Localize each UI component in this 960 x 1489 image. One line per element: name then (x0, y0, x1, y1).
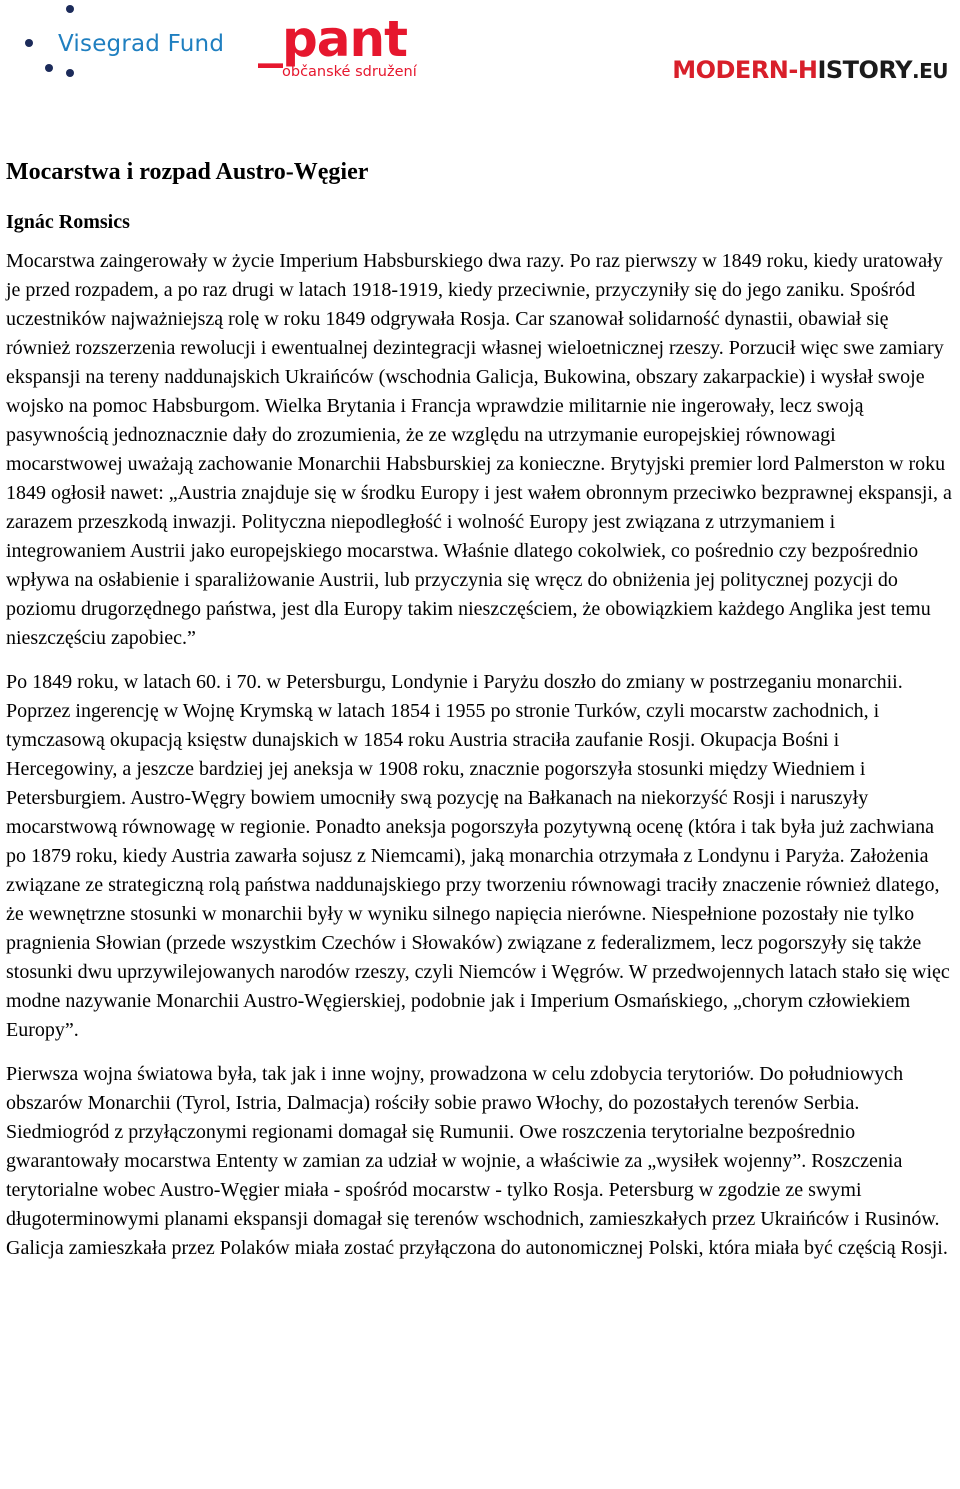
article (6, 150, 954, 1263)
modern-history-logo[interactable] (672, 56, 948, 84)
visegrad-fund-logo-text: Visegrad Fund (58, 31, 225, 57)
article-title: Mocarstwa i rozpad Austro-Węgier (6, 159, 369, 185)
article-paragraph: Po 1849 roku, w latach 60. i 70. w Petersburgu, Londynie i Paryżu doszło do zmiany w postrzeganiu monarchii. Poprzez ingerencję w Wojnę Krymską w latach 1854 i 1955 po stronie Turków, czyli mocarstw zachodnich, i tymczasową okupacją księstw dunajskich w 1854 roku Austria straciła zaufanie Rosji. Okupacja Bośni i Hercegowiny, a jeszcze bardziej jej aneksja w 1908 roku, znacznie pogorszyła stosunki między Wiedniem i Petersburgiem. Austro-Węgry bowiem umocniły swą pozycję na Bałkanach na niekorzyść Rosji i naruszyły mocarstwową równowagę w regionie. Ponadto aneksja pogorszyła pozytywną ocenę (która i tak była już zachwiana po 1879 roku, kiedy Austria zawarła sojusz z Niemcami), jaką monarchia otrzymała z Londynu i Paryża. Założenia związane ze strategiczną rolą państwa naddunajskiego przy tworzeniu równowagi traciły znaczenie również dlatego, że wewnętrzne stosunki w monarchii były w wyniku silnego napięcia nierówne. Niespełnione pozostały nie tylko pragnienia Słowian (przede wszystkim Czechów i Słowaków) związane z federalizmem, lecz pogorszyły się także stosunki dwu uprzywilejowanych narodów rzeszy, czyli Niemców i Węgrów. W przedwojennych latach stało się więc modne nazywanie Monarchii Austro-Węgierskiej, podobnie jak i Imperium Osmańskiego, „chorym człowiekiem Europy”. (6, 671, 950, 1041)
logo-dot-icon (45, 64, 53, 72)
logo-dot-icon (66, 5, 74, 13)
modern-history-logo-text: MODERN-HISTORY.EU (672, 56, 948, 84)
article-paragraph: Mocarstwa zaingerowały w życie Imperium Habsburskiego dwa razy. Po raz pierwszy w 1849 roku, kiedy uratowały je przed rozpadem, a po raz drugi w latach 1918-1919, kiedy przeciwnie, przyczyniły się do jego zaniku. Spośród uczestników najważniejszą rolę w roku 1849 odgrywała Rosja. Car szanował solidarność dynastii, obawiał się również rozszerzenia rewolucji i ewentualnej dezintegracji własnej wieloetnicznej rzeszy. Porzucił więc swe zamiary ekspansji na tereny naddunajskich Ukraińców (wschodnia Galicja, Bukowina, obszary zakarpackie) i wysłał swoje wojsko na pomoc Habsburgom. Wielka Brytania i Francja wprawdzie militarnie nie ingerowały, lecz swoją pasywnością jednoznacznie dały do zrozumienia, że ze względu na utrzymanie europejskiej równowagi mocarstwowej uważają zachowanie Monarchii Habsburskiej za konieczne. Brytyjski premier lord Palmerston w roku 1849 ogłosił nawet: „Austria znajduje się w środku Europy i jest wałem obronnym przeciwko bezprawnej ekspansji, a zarazem przeszkodą inwazji. Polityczna niepodległość i wolność Europy jest związana z utrzymaniem i integrowaniem Austrii jako europejskiego mocarstwa. Właśnie dlatego cokolwiek, co pośrednio czy bezpośrednio wpływa na osłabienie i sparaliżowanie Austrii, lub przyczynia się wręcz do obniżenia jej politycznej pozycji do poziomu drugorzędnego państwa, jest dla Europy takim nieszczęściem, że obowiązkiem każdego Anglika jest temu nieszczęściu zapobiec.” (6, 250, 952, 649)
article-author: Ignác Romsics (6, 211, 130, 233)
logo-dot-icon (66, 69, 74, 77)
pant-logo[interactable] (258, 10, 458, 80)
logo-dot-icon (25, 39, 33, 47)
pant-logo-subtitle: občanské sdružení (282, 64, 417, 80)
article-paragraph: Pierwsza wojna światowa była, tak jak i inne wojny, prowadzona w celu zdobycia terytoriów. Do południowych obszarów Monarchii (Tyrol, Istria, Dalmacja) rościły sobie prawo Włochy, do pozostałych terenów Serbia. Siedmiogród z przyłączonymi regionami domagał się Rumunii. Owe roszczenia terytorialne bezpośrednio gwarantowały mocarstwa Ententy w zamian za udział w wojnie, a właściwie za „wysiłek wojenny”. Roszczenia terytorialne wobec Austro-Węgier miała - spośród mocarstw - tylko Rosja. Petersburg w zgodzie ze swymi długoterminowymi planami ekspansji domagał się terenów wschodnich, zamieszkałych przez Ukraińców i Rusinów. Galicja zamieszkała przez Polaków miała zostać przyłączona do autonomicznej Polski, która miała być częścią Rosji. (6, 1063, 948, 1259)
pant-logo-text: _pant (258, 10, 408, 68)
page-header (0, 0, 960, 100)
